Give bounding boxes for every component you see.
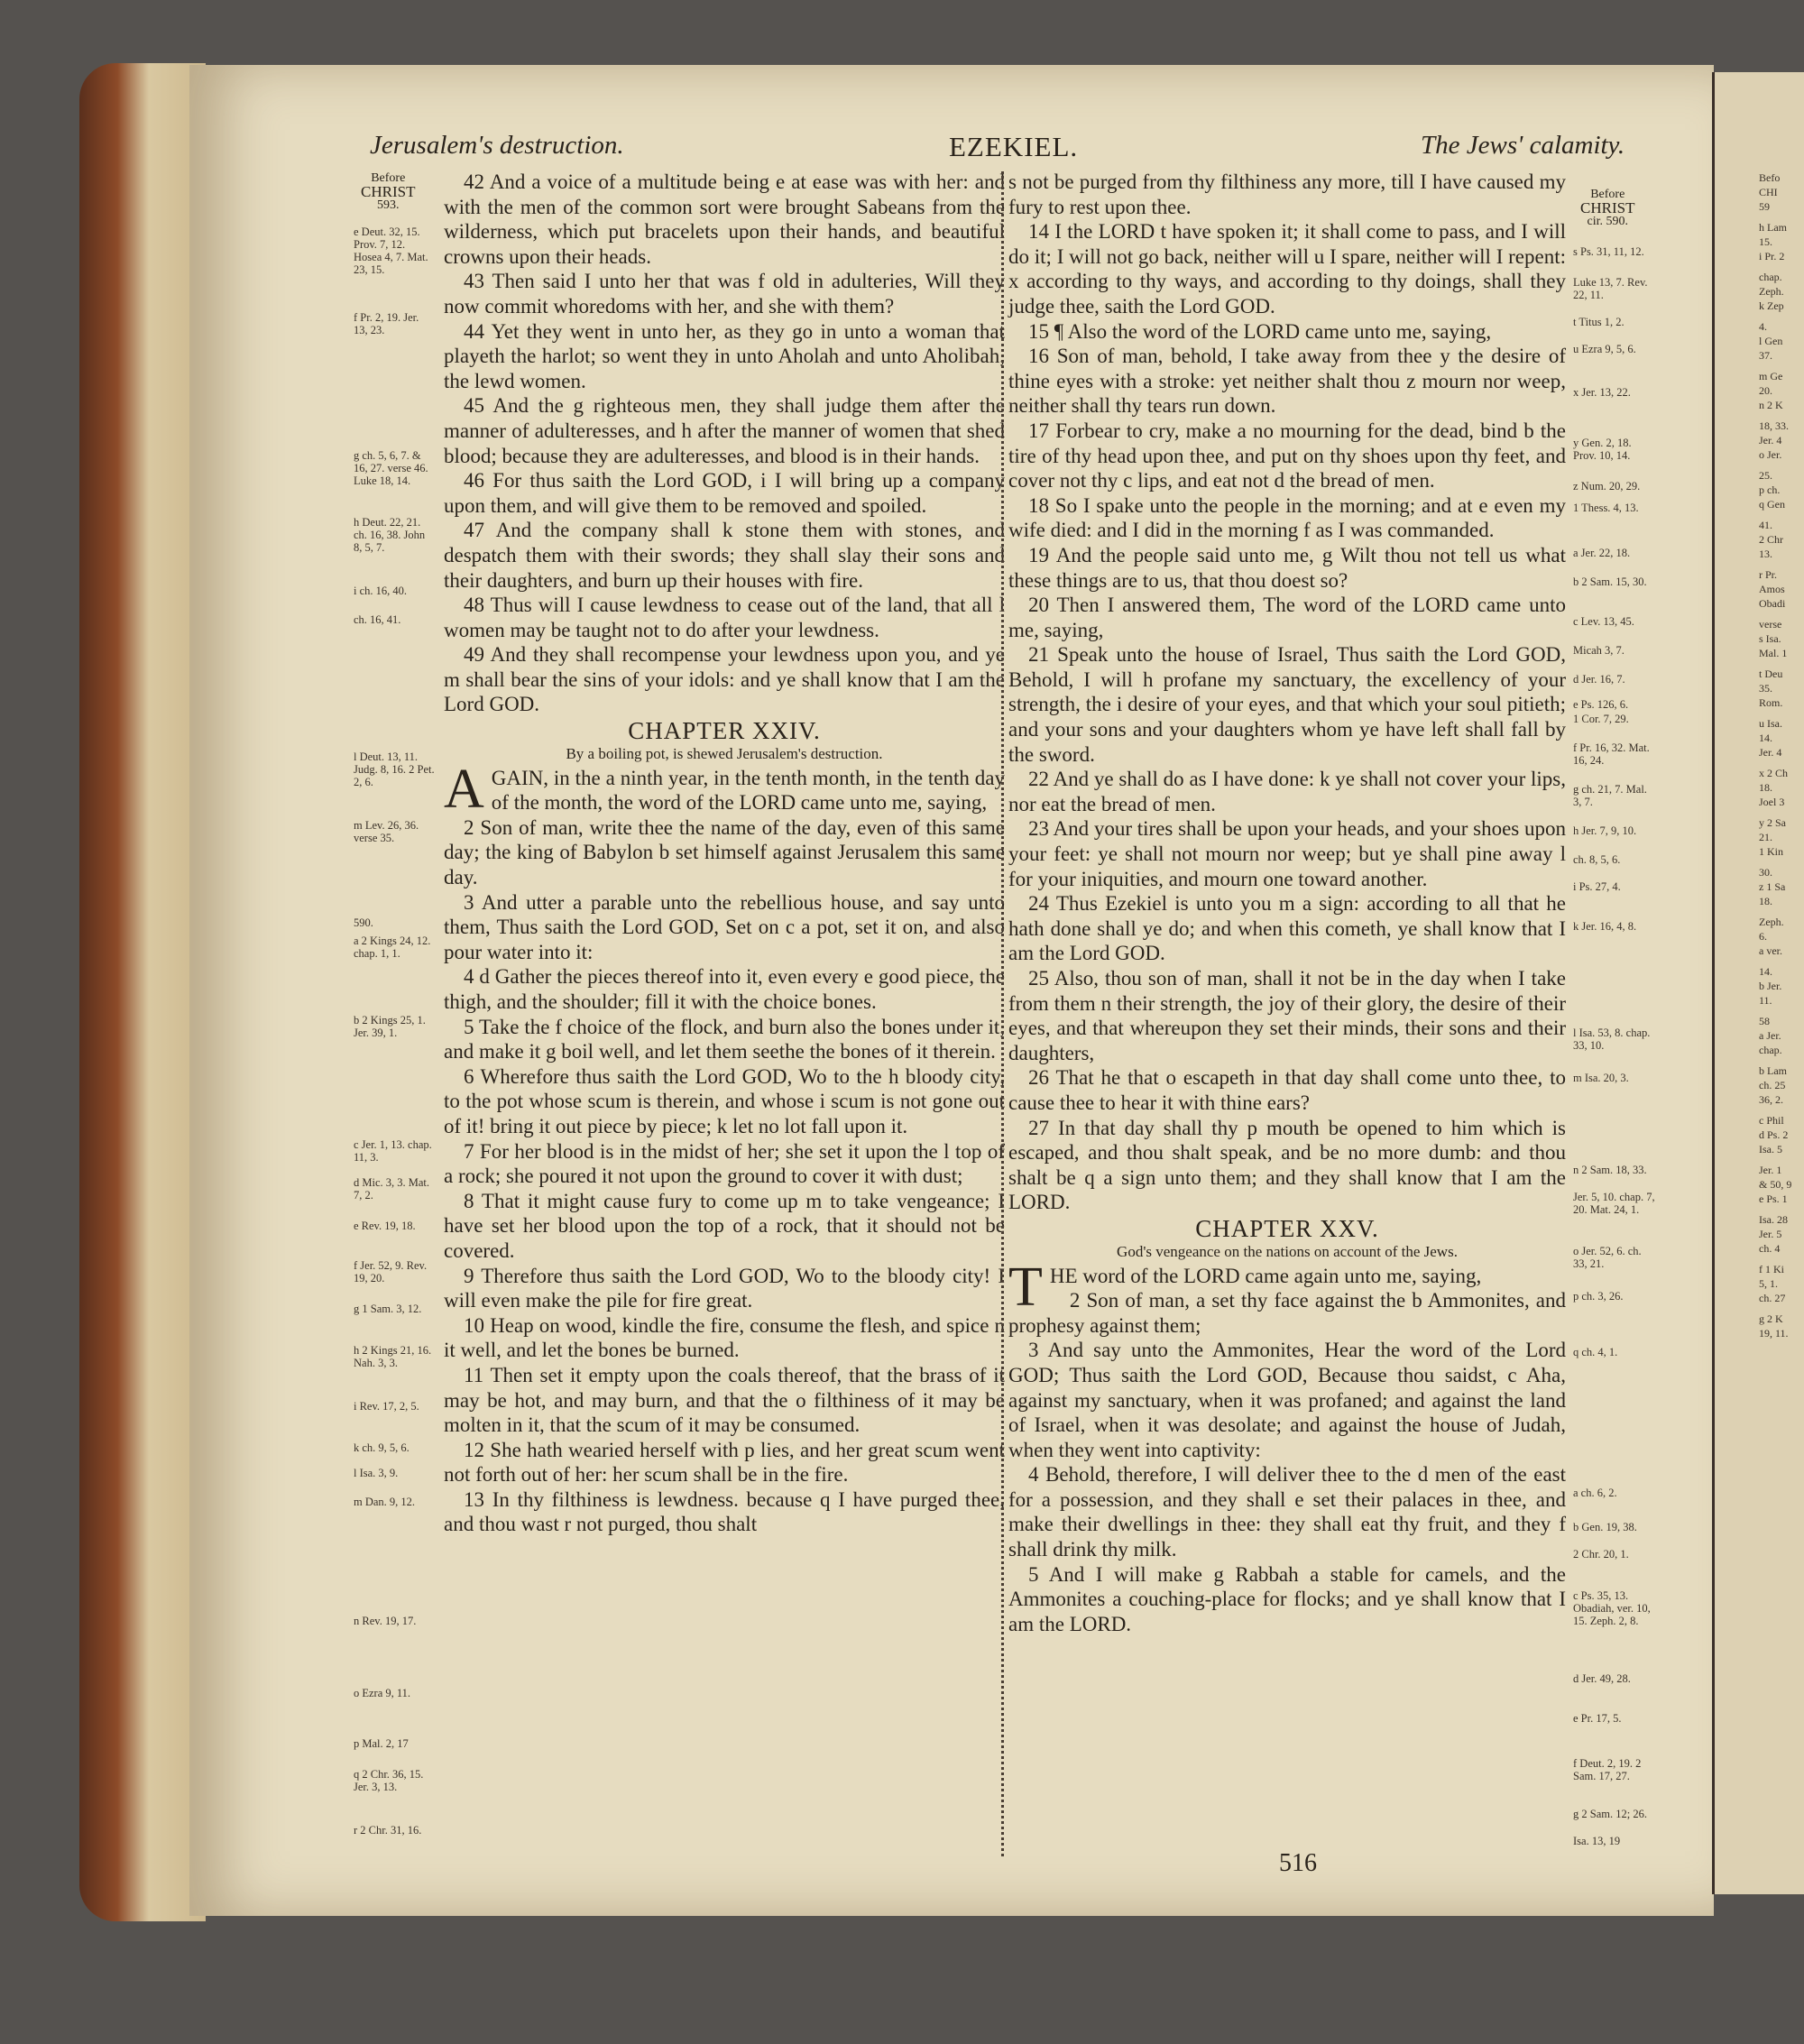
right-ref-31: c Ps. 35, 13. Obadiah, ver. 10, 15. Zeph. 2, 8. (1573, 1589, 1651, 1627)
verse: 46 For thus saith the Lord GOD, i I will bring up a company upon them, and will give them to be removed and spoiled. (444, 469, 1005, 517)
right-text-column (1008, 170, 1566, 1636)
verse: 5 And I will make g Rabbah a stable for camels, and the Ammonites a couching-place for flocks; and ye shall know that I am the LORD. (1008, 1562, 1566, 1635)
bc-left-line1: Before (371, 171, 406, 185)
verse: 2 Son of man, a set thy face against the b Ammonites, and prophesy against them; (1008, 1289, 1566, 1337)
verse-text: HE word of the LORD came again unto me, saying, (1049, 1264, 1482, 1287)
next-page-ref-2: 59 (1759, 200, 1770, 213)
left-ref-25: r 2 Chr. 31, 16. (354, 1824, 422, 1837)
next-page-ref-15: 18, 33. (1759, 419, 1789, 432)
left-ref-10: b 2 Kings 25, 1. Jer. 39, 1. (354, 1014, 426, 1039)
next-page-ref-53: chap. (1759, 1044, 1782, 1056)
verse: 19 And the people said unto me, g Wilt thou not tell us what these things are to us, that thou doest so? (1008, 543, 1566, 592)
next-page-ref-7: Zeph. (1759, 285, 1784, 298)
left-ref-13: e Rev. 19, 18. (354, 1220, 416, 1232)
next-page-ref-60: Jer. 1 (1759, 1164, 1782, 1176)
next-page-ref-43: z 1 Sa (1759, 880, 1786, 893)
next-page-ref-52: a Jer. (1759, 1029, 1781, 1042)
left-ref-4: i ch. 16, 40. (354, 585, 408, 597)
left-ref-15: g 1 Sam. 3, 12. (354, 1303, 422, 1315)
right-ref-7: 1 Thess. 4, 13. (1573, 502, 1639, 514)
next-page-ref-62: e Ps. 1 (1759, 1192, 1788, 1205)
verse: 27 In that day shall thy p mouth be opened to him which is escaped, and thou shalt speak, and be no more dumb: and thou shalt be q a sign unto them; and they shall know that I am the LORD. (1008, 1116, 1566, 1214)
verse: 7 For her blood is in the midst of her; she set it upon the l top of a rock; she poured it not upon the ground to cover it with dust; (444, 1139, 1005, 1188)
next-page-ref-58: d Ps. 2 (1759, 1128, 1789, 1141)
next-page-ref-68: ch. 27 (1759, 1292, 1786, 1304)
right-ref-0: s Ps. 31, 11, 12. (1573, 245, 1644, 258)
left-ref-12: d Mic. 3, 3. Mat. 7, 2. (354, 1176, 430, 1202)
verse: 20 Then I answered them, The word of the LORD came unto me, saying, (1008, 594, 1566, 641)
verse: 16 Son of man, behold, I take away from thee y the desire of thine eyes with a stroke: yet neither shalt thou z mourn nor weep, neither shall thy tears run down. (1008, 345, 1566, 418)
right-ref-27: q ch. 4, 1. (1573, 1346, 1618, 1358)
right-ref-5: y Gen. 2, 18. Prov. 10, 14. (1573, 437, 1632, 462)
next-page-ref-50: 11. (1759, 994, 1772, 1007)
right-ref-20: k Jer. 16, 4, 8. (1573, 920, 1637, 933)
left-ref-21: n Rev. 19, 17. (354, 1615, 417, 1627)
next-page-ref-46: 6. (1759, 930, 1767, 943)
next-page-ref-5: i Pr. 2 (1759, 250, 1785, 262)
verse: 15 ¶ Also the word of the LORD came unto me, saying, (1028, 319, 1492, 343)
next-page-ref-55: ch. 25 (1759, 1079, 1786, 1091)
next-page-ref-66: f 1 Ki (1759, 1263, 1784, 1275)
next-page-ref-1: CHI (1759, 186, 1778, 198)
right-ref-10: c Lev. 13, 45. (1573, 615, 1634, 628)
right-ref-14: 1 Cor. 7, 29. (1573, 713, 1629, 725)
bc-right-line3: cir. 590. (1587, 215, 1628, 228)
left-ref-8: 590. (354, 916, 373, 929)
verse: 3 And utter a parable unto the rebellious house, and say unto them, Thus saith the Lord GOD, Set on c a pot, set it on, and also pour water into it: (444, 890, 1005, 963)
right-ref-12: d Jer. 16, 7. (1573, 673, 1625, 686)
next-page-ref-27: verse (1759, 618, 1782, 631)
verse: 12 She hath wearied herself with p lies, and her great scum went not forth out of her: her scum shall be in the fire. (444, 1438, 1005, 1487)
right-ref-36: Isa. 13, 19 (1573, 1835, 1621, 1847)
left-ref-9: a 2 Kings 24, 12. chap. 1, 1. (354, 935, 431, 960)
next-page-ref-34: 14. (1759, 732, 1772, 744)
verse: 13 In thy filthiness is lewdness. because q I have purged thee, and thou wast r not purged, thou shalt (444, 1487, 1005, 1536)
next-page-ref-38: Joel 3 (1759, 796, 1785, 808)
right-ref-4: x Jer. 13, 22. (1573, 386, 1631, 399)
left-ref-16: h 2 Kings 21, 16. Nah. 3, 3. (354, 1344, 432, 1369)
verse: 23 And your tires shall be upon your heads, and your shoes upon your feet: ye shall not mourn nor weep; but ye shall pine away l for your iniquities, and mourn one toward another. (1008, 817, 1567, 890)
next-page-ref-4: 15. (1759, 235, 1772, 248)
verse: 17 Forbear to cry, make a no mourning for the dead, bind b the tire of thy head upon thee, and put on thy shoes upon thy feet, and cover not thy c lips, and eat not d the bread of men. (1008, 419, 1566, 493)
next-page-ref-11: 37. (1759, 349, 1772, 362)
verse: 9 Therefore thus saith the Lord GOD, Wo to the bloody city! I will even make the pile for fire great. (444, 1264, 1005, 1312)
next-page-ref-37: 18. (1759, 781, 1772, 794)
right-ref-32: d Jer. 49, 28. (1573, 1672, 1631, 1685)
next-page-ref-32: Rom. (1759, 696, 1783, 709)
next-page-ref-45: Zeph. (1759, 916, 1784, 928)
right-ref-21: l Isa. 53, 8. chap. 33, 10. (1573, 1027, 1651, 1052)
left-ref-7: m Lev. 26, 36. verse 35. (354, 819, 419, 844)
next-page-ref-18: 25. (1759, 469, 1772, 482)
next-page-ref-47: a ver. (1759, 944, 1782, 957)
verse: 43 Then said I unto her that was f old in adulteries, Will they now commit whoredoms with her, and she with them? (444, 270, 1005, 318)
left-ref-0: e Deut. 32, 15. Prov. 7, 12. Hosea 4, 7. Mat. 23, 15. (354, 226, 428, 276)
verse-text: GAIN, in the a ninth year, in the tenth month, in the tenth day of the month, the word of the LORD came unto me, saying, (491, 766, 1005, 815)
next-page-ref-57: c Phil (1759, 1114, 1784, 1127)
next-page-margin-references (1759, 171, 1791, 1341)
bc-left-line2: CHRIST (361, 183, 416, 200)
right-ref-25: o Jer. 52, 6. ch. 33, 21. (1573, 1245, 1642, 1270)
verse: 2 Son of man, write thee the name of the day, even of this same day; the king of Babylon b set himself against Jerusalem this same day. (444, 815, 1005, 889)
next-page-ref-21: 41. (1759, 519, 1772, 531)
verse: 4 d Gather the pieces thereof into it, even every e good piece, the thigh, and the shoulder; fill it with the choice bones. (444, 965, 1005, 1013)
right-ref-22: m Isa. 20, 3. (1573, 1072, 1629, 1084)
right-ref-28: a ch. 6, 2. (1573, 1487, 1617, 1499)
right-ref-9: b 2 Sam. 15, 30. (1573, 575, 1647, 588)
before-christ-left (361, 171, 415, 212)
next-page-ref-33: u Isa. (1759, 717, 1782, 730)
left-ref-19: l Isa. 3, 9. (354, 1467, 399, 1479)
verse: 42 And a voice of a multitude being e at ease was with her: and with the men of the common sort were brought Sabeans from the wilderness, which put bracelets upon their hands, and beautiful crowns upon their heads. (444, 170, 1005, 268)
right-ref-6: z Num. 20, 29. (1573, 480, 1641, 493)
next-page-ref-70: 19, 11. (1759, 1327, 1789, 1340)
verse: 3 And say unto the Ammonites, Hear the word of the Lord GOD; Thus saith the Lord GOD, Because thou saidst, c Aha, against my sanctuary, when it was profaned; and against the land of Israel, when it was desolate; and against the house of Judah, when they went into captivity: (1008, 1339, 1566, 1461)
left-ref-6: l Deut. 13, 11. Judg. 8, 16. 2 Pet. 2, 6. (354, 750, 435, 788)
verse: 5 Take the f choice of the flock, and burn also the bones under it, and make it g boil well, and let them seethe the bones of it therein. (444, 1015, 1005, 1063)
next-page-ref-9: 4. (1759, 320, 1767, 333)
next-page-ref-40: 21. (1759, 831, 1772, 843)
chapter-heading: CHAPTER XXV. (1195, 1214, 1379, 1242)
next-page-ref-44: 18. (1759, 895, 1772, 907)
verse: 18 So I spake unto the people in the morning; and at e even my wife died: and I did in the morning f as I was commanded. (1008, 493, 1566, 542)
next-page-ref-54: b Lam (1759, 1064, 1787, 1077)
right-ref-18: ch. 8, 5, 6. (1573, 853, 1621, 866)
next-page-ref-29: Mal. 1 (1759, 647, 1788, 659)
left-ref-2: g ch. 5, 6, 7. & 16, 27. verse 46. Luke 18, 14. (354, 449, 428, 487)
next-page-ref-39: y 2 Sa (1759, 816, 1786, 829)
next-page-ref-30: t Deu (1759, 668, 1783, 680)
next-page-ref-61: & 50, 9 (1759, 1178, 1792, 1191)
next-page-ref-36: x 2 Ch (1759, 767, 1789, 779)
next-page-ref-28: s Isa. (1759, 632, 1781, 645)
verse: 10 Heap on wood, kindle the fire, consume the flesh, and spice n it well, and let the bones be burned. (444, 1313, 1005, 1362)
next-page-ref-67: 5, 1. (1759, 1277, 1778, 1290)
column-divider (1001, 171, 1004, 1856)
next-page-ref-25: Amos (1759, 583, 1785, 595)
left-ref-24: q 2 Chr. 36, 15. Jer. 3, 13. (354, 1768, 424, 1793)
right-ref-8: a Jer. 22, 18. (1573, 547, 1631, 559)
right-ref-26: p ch. 3, 26. (1573, 1290, 1624, 1303)
next-page-ref-56: 36, 2. (1759, 1093, 1783, 1106)
next-page-ref-42: 30. (1759, 866, 1772, 879)
chapter-heading: CHAPTER XXIV. (628, 717, 821, 745)
right-ref-11: Micah 3, 7. (1573, 644, 1625, 657)
left-ref-17: i Rev. 17, 2, 5. (354, 1400, 419, 1413)
verse: 4 Behold, therefore, I will deliver thee to the d men of the east for a possession, and they shall e set their palaces in thee, and make their dwellings in thee: they shall eat thy fruit, and they f shall drink thy milk. (1008, 1463, 1566, 1561)
left-ref-20: m Dan. 9, 12. (354, 1496, 416, 1508)
page-number: 516 (1279, 1849, 1317, 1877)
verse: s not be purged from thy filthiness any more, till I have caused my fury to rest upon thee. (1008, 170, 1566, 218)
right-ref-23: n 2 Sam. 18, 33. (1573, 1164, 1647, 1176)
right-ref-35: g 2 Sam. 12; 26. (1573, 1808, 1647, 1820)
right-ref-17: h Jer. 7, 9, 10. (1573, 824, 1637, 837)
drop-cap: A (444, 758, 484, 820)
bc-left-line3: 593. (376, 198, 400, 212)
verse: 14 I the LORD t have spoken it; it shall come to pass, and I will do it; I will not go back, neither will u I spare, neither will I repent: x according to thy ways, and according to thy doings, shall they judge thee, saith the Lord GOD. (1008, 220, 1566, 318)
next-page-ref-35: Jer. 4 (1759, 746, 1782, 759)
bc-right-line1: Before (1590, 188, 1625, 201)
next-page-ref-20: q Gen (1759, 498, 1785, 511)
next-page-ref-13: 20. (1759, 384, 1772, 397)
right-ref-15: f Pr. 16, 32. Mat. 16, 24. (1573, 741, 1650, 767)
next-page-ref-8: k Zep (1759, 299, 1784, 312)
verse: 21 Speak unto the house of Israel, Thus saith the Lord GOD, Behold, I will h profane my sanctuary, the excellency of your strength, the i desire of your eyes, and that which your soul pitieth; and your sons and your daughters whom ye have left shall fall by the sword. (1008, 643, 1566, 766)
verse: 6 Wherefore thus saith the Lord GOD, Wo to the h bloody city, to the pot whose scum is therein, and whose i scum is not gone out of it! bring it out piece by piece; k let no lot fall upon it. (444, 1064, 1005, 1137)
next-page-ref-51: 58 (1759, 1015, 1770, 1027)
verse: 24 Thus Ezekiel is unto you m a sign: according to all that he hath done shall ye do; and when this cometh, ye shall know that I am the Lord GOD. (1008, 892, 1566, 965)
left-ref-14: f Jer. 52, 9. Rev. 19, 20. (354, 1259, 428, 1284)
before-christ-right (1580, 188, 1634, 228)
left-ref-23: p Mal. 2, 17 (354, 1737, 409, 1750)
left-ref-22: o Ezra 9, 11. (354, 1687, 411, 1699)
verse: 44 Yet they went in unto her, as they go in unto a woman that playeth the harlot; so went they in unto Aholah and unto Aholibah, the lewd women. (444, 319, 1005, 392)
book-spine-edge (79, 63, 206, 1921)
chapter-opening-verse (444, 758, 1005, 820)
drop-cap: T (1008, 1256, 1043, 1318)
verse: 8 That it might cause fury to come up m to take vengeance; I have set her blood upon the top of a rock, that it should not be covered. (444, 1189, 1005, 1262)
next-page-ref-22: 2 Chr (1759, 533, 1783, 546)
left-ref-11: c Jer. 1, 13. chap. 11, 3. (354, 1138, 432, 1164)
next-page-ref-14: n 2 K (1759, 399, 1783, 411)
next-page-ref-12: m Ge (1759, 370, 1783, 382)
verse: 22 And ye shall do as I have done: k ye shall not cover your lips, nor eat the bread of men. (1008, 768, 1566, 815)
next-page-ref-49: b Jer. (1759, 980, 1782, 992)
next-page-ref-10: l Gen (1759, 335, 1783, 347)
running-head-book: EZEKIEL. (949, 131, 1079, 162)
chapter-summary: By a boiling pot, is shewed Jerusalem's destruction. (566, 744, 883, 762)
right-ref-2: t Titus 1, 2. (1573, 316, 1625, 328)
verse: 11 Then set it empty upon the coals thereof, that the brass of it may be hot, and may burn, and that the o filthiness of it may be molten in it, that the scum of it may be consumed. (444, 1363, 1005, 1437)
verse: 49 And they shall recompense your lewdness upon you, and ye m shall bear the sins of your idols: and ye shall know that I am the Lord GOD. (444, 643, 1005, 716)
left-ref-18: k ch. 9, 5, 6. (354, 1441, 410, 1454)
right-ref-34: f Deut. 2, 19. 2 Sam. 17, 27. (1573, 1757, 1642, 1782)
next-page-ref-41: 1 Kin (1759, 845, 1783, 858)
verse: 25 Also, thou son of man, shall it not be in the day when I take from them n their strength, the joy of their glory, the desire of their eyes, and that whereupon they set their minds, their sons and their daughters, (1008, 967, 1566, 1064)
next-page-ref-16: Jer. 4 (1759, 434, 1782, 447)
next-page-ref-48: 14. (1759, 965, 1772, 978)
next-page-ref-0: Befo (1759, 171, 1781, 184)
next-page-ref-59: Isa. 5 (1759, 1143, 1782, 1156)
next-page-ref-31: 35. (1759, 682, 1772, 695)
next-page-ref-19: p ch. (1759, 483, 1781, 496)
verse: 26 That he that o escapeth in that day shall come unto thee, to cause thee to hear it with thine ears? (1008, 1066, 1566, 1114)
next-page-ref-24: r Pr. (1759, 568, 1778, 581)
next-page-ref-3: h Lam (1759, 221, 1787, 234)
left-text-column (444, 170, 1005, 1537)
right-ref-29: b Gen. 19, 38. (1573, 1521, 1637, 1533)
right-ref-30: 2 Chr. 20, 1. (1573, 1548, 1629, 1561)
left-ref-1: f Pr. 2, 19. Jer. 13, 23. (354, 311, 419, 336)
next-page-ref-64: Jer. 5 (1759, 1228, 1782, 1240)
next-page-ref-6: chap. (1759, 271, 1782, 283)
chapter-summary: God's vengeance on the nations on account of the Jews. (1117, 1242, 1458, 1260)
right-ref-16: g ch. 21, 7. Mal. 3, 7. (1573, 783, 1647, 808)
verse: 48 Thus will I cause lewdness to cease out of the land, that all l women may be taught not to do after your lewdness. (444, 594, 1005, 641)
right-ref-13: e Ps. 126, 6. (1573, 698, 1629, 711)
next-page-ref-65: ch. 4 (1759, 1242, 1781, 1255)
running-head-right: The Jews' calamity. (1421, 131, 1625, 160)
verse: 45 And the g righteous men, they shall judge them after the manner of adulteresses, and h after the manner of women that shed blood; because they are adulteresses, and blood is in their hands. (444, 394, 1005, 467)
right-ref-24: Jer. 5, 10. chap. 7, 20. Mat. 24, 1. (1573, 1191, 1655, 1216)
left-ref-5: ch. 16, 41. (354, 613, 401, 626)
next-page-ref-17: o Jer. (1759, 448, 1782, 461)
right-ref-33: e Pr. 17, 5. (1573, 1712, 1622, 1725)
next-page-ref-23: 13. (1759, 548, 1772, 560)
bc-right-line2: CHRIST (1580, 199, 1635, 216)
next-page-ref-26: Obadi (1759, 597, 1786, 610)
right-ref-3: u Ezra 9, 5, 6. (1573, 343, 1636, 355)
next-page-ref-69: g 2 K (1759, 1312, 1783, 1325)
next-page-ref-63: Isa. 28 (1759, 1213, 1788, 1226)
right-ref-19: i Ps. 27, 4. (1573, 880, 1621, 893)
running-head-left: Jerusalem's destruction. (370, 131, 624, 160)
verse: 47 And the company shall k stone them with stones, and despatch them with their swords; they shall slay their sons and their daughters, and burn up their houses with fire. (444, 519, 1005, 592)
right-ref-1: Luke 13, 7. Rev. 22, 11. (1573, 276, 1648, 301)
left-ref-3: h Deut. 22, 21. ch. 16, 38. John 8, 5, 7. (354, 516, 426, 554)
